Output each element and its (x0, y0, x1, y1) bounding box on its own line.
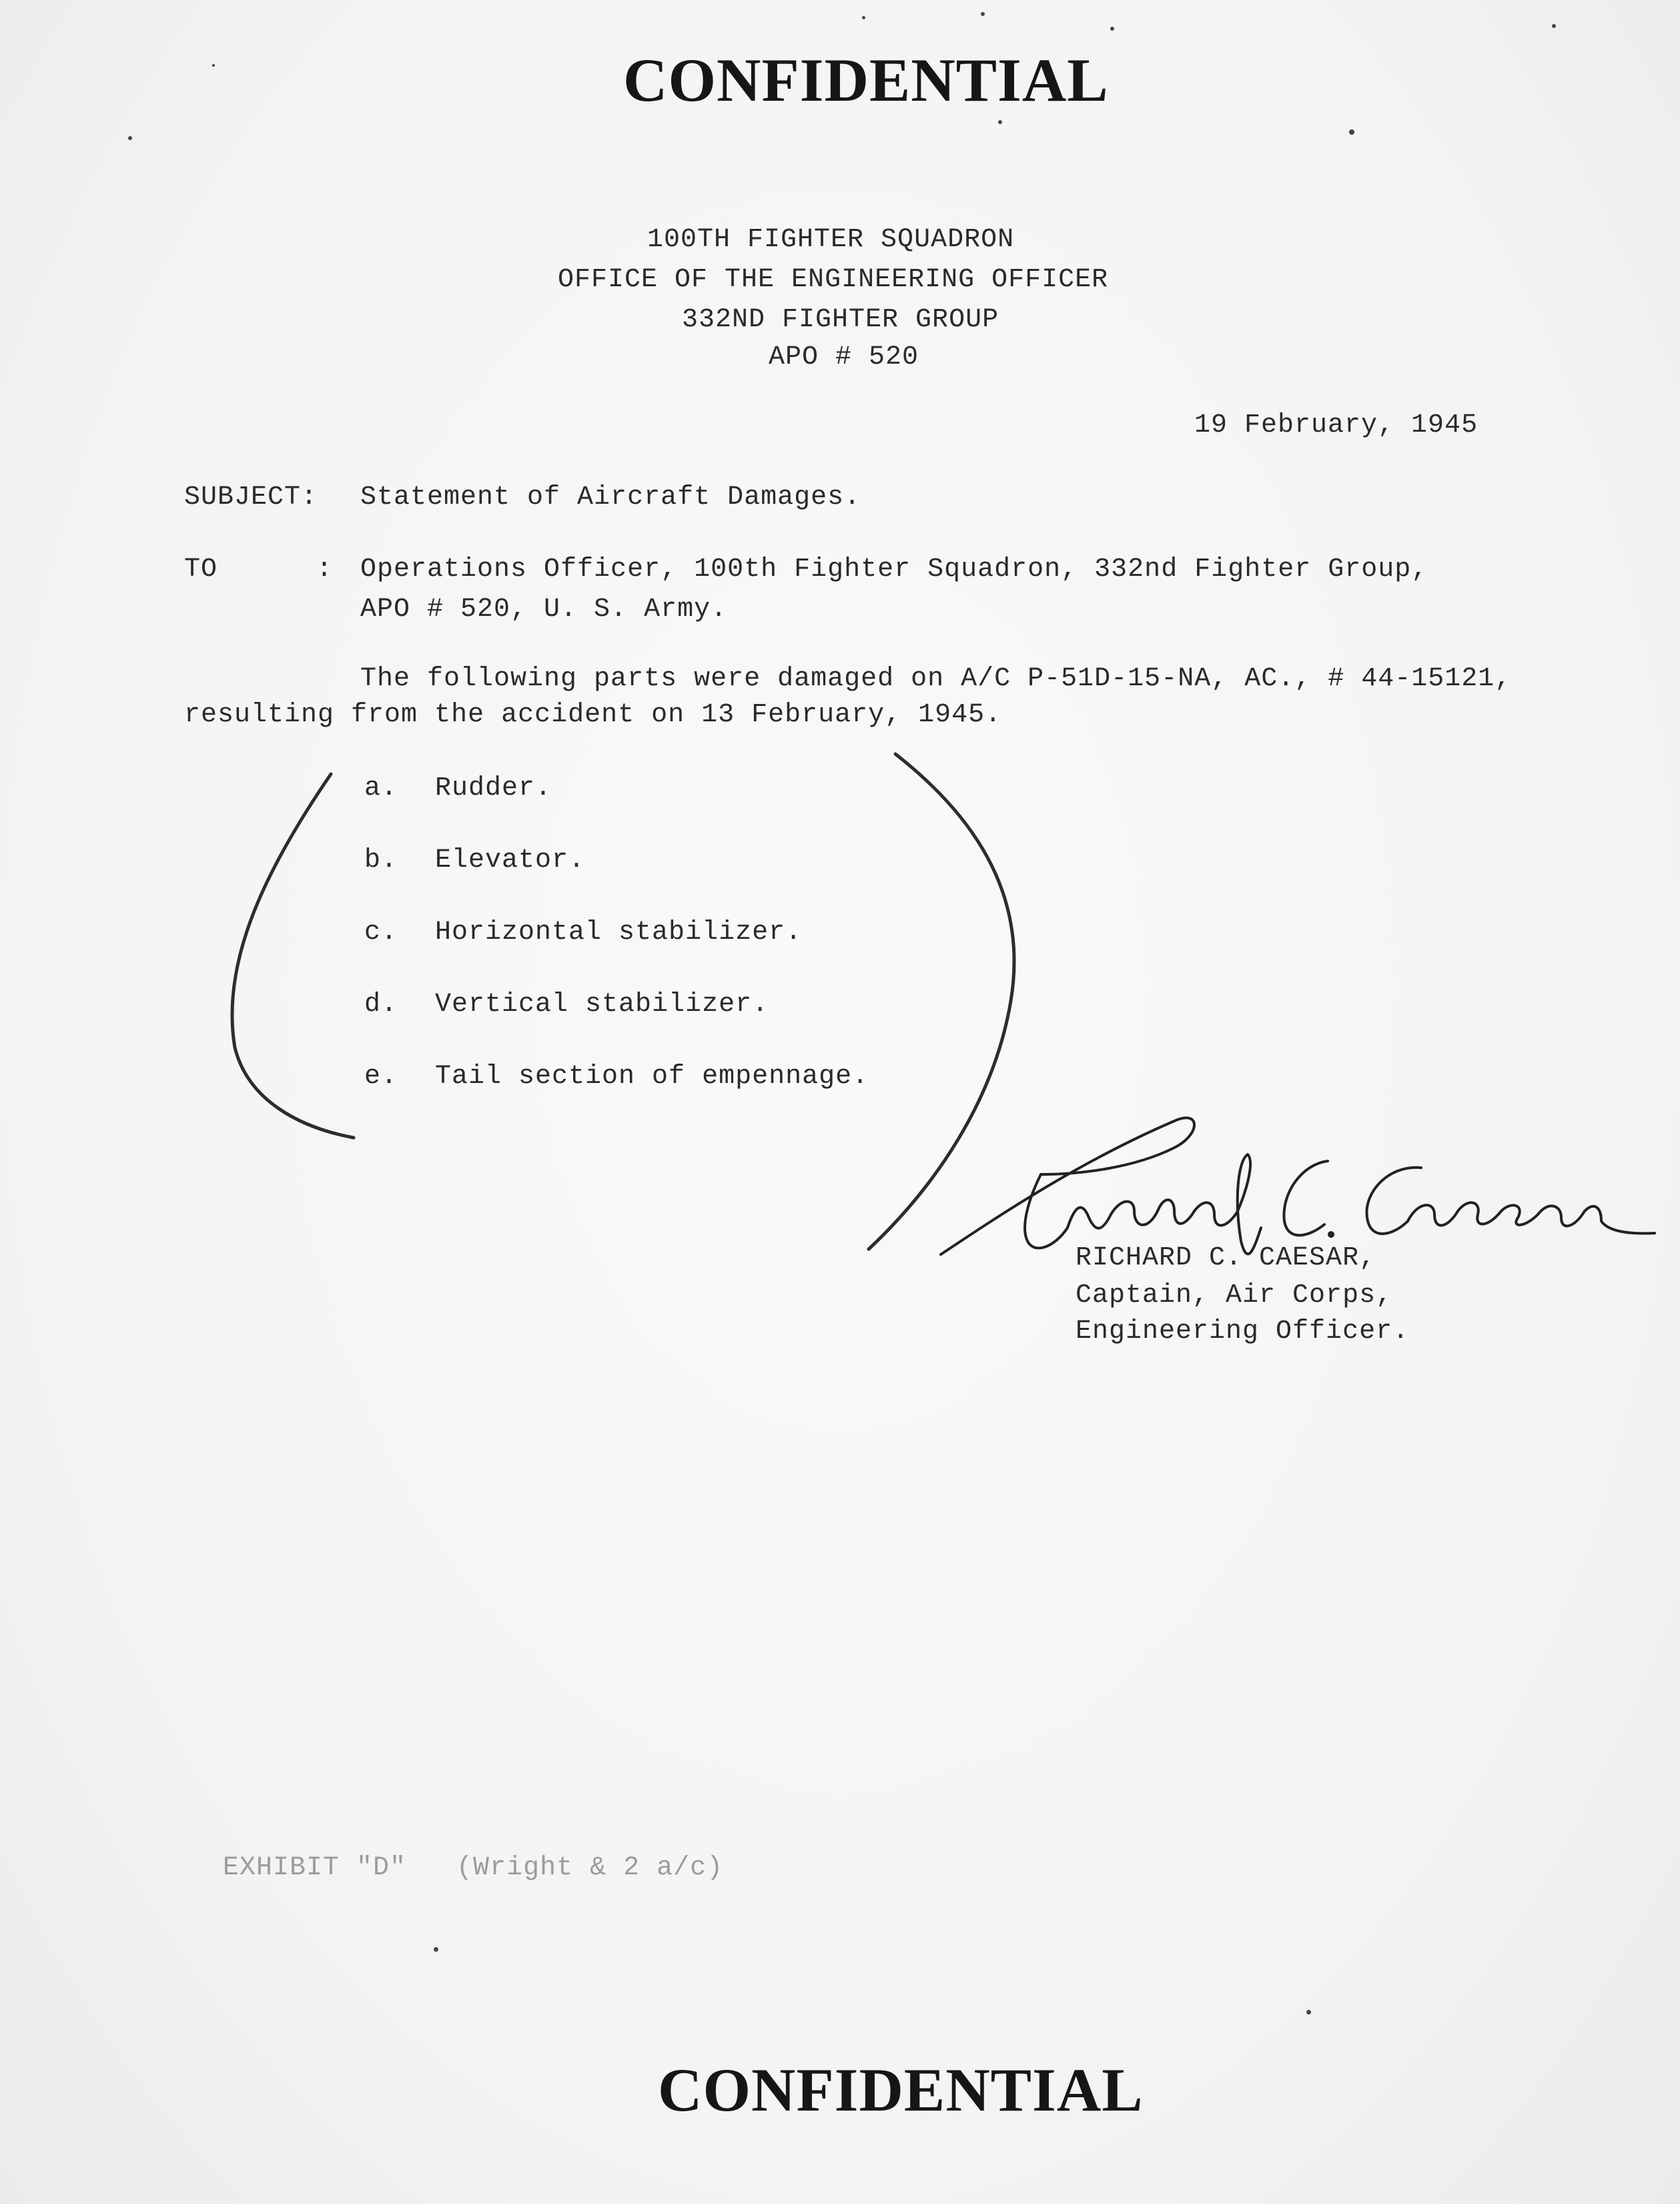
classification-stamp-top: CONFIDENTIAL (623, 46, 1109, 114)
list-item-text: Horizontal stabilizer. (435, 917, 803, 948)
signatory-name: RICHARD C. CAESAR, (1076, 1243, 1376, 1273)
subject-label: SUBJECT: (184, 482, 318, 512)
signatory-rank: Captain, Air Corps, (1076, 1280, 1393, 1311)
list-item-text: Vertical stabilizer. (435, 990, 769, 1020)
to-recipient-line1: Operations Officer, 100th Fighter Squadron, 332nd Fighter Group, (360, 555, 1428, 585)
list-item-text: Tail section of empennage. (435, 1062, 869, 1092)
list-item-text: Elevator. (435, 845, 586, 875)
to-recipient-line2: APO # 520, U. S. Army. (360, 595, 728, 625)
list-item-text: Rudder. (435, 773, 552, 803)
list-item-letter: b. (364, 845, 398, 875)
body-line2: resulting from the accident on 13 February, 1945. (184, 700, 1002, 730)
letterhead-group: 332ND FIGHTER GROUP (682, 305, 999, 335)
to-colon: : (316, 555, 334, 585)
to-label: TO (184, 555, 218, 585)
subject-text: Statement of Aircraft Damages. (360, 482, 861, 512)
speck (1552, 24, 1556, 28)
speck (212, 64, 215, 67)
speck (1306, 2010, 1311, 2014)
letterhead-unit: 100TH FIGHTER SQUADRON (647, 225, 1015, 255)
list-item-letter: c. (364, 917, 398, 948)
list-item-letter: e. (364, 1062, 398, 1092)
speck (128, 136, 132, 140)
speck (998, 120, 1002, 124)
letterhead-office: OFFICE OF THE ENGINEERING OFFICER (558, 265, 1109, 295)
speck (981, 12, 985, 16)
signatory-title: Engineering Officer. (1076, 1317, 1410, 1347)
speck (862, 16, 865, 19)
speck (1110, 27, 1114, 31)
speck (434, 1947, 438, 1952)
body-line1: The following parts were damaged on A/C P-51D-15-NA, AC., # 44-15121, (360, 664, 1512, 694)
letterhead-apo: APO # 520 (769, 342, 919, 372)
list-item-letter: a. (364, 773, 398, 803)
letter-date: 19 February, 1945 (1194, 410, 1479, 440)
classification-stamp-bottom: CONFIDENTIAL (658, 2056, 1144, 2124)
exhibit-note: EXHIBIT "D" (Wright & 2 a/c) (223, 1853, 724, 1883)
speck (1349, 129, 1354, 135)
list-item-letter: d. (364, 990, 398, 1020)
